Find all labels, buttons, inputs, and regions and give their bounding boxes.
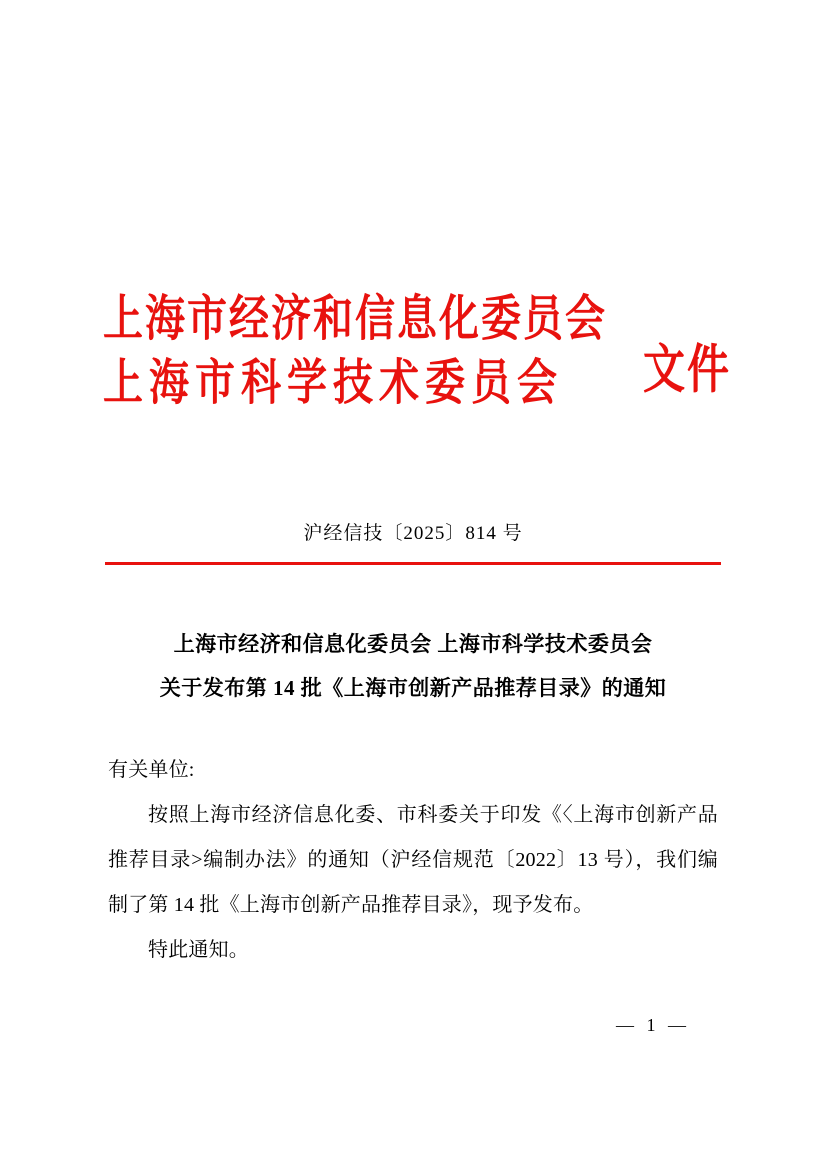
issuing-organizations xyxy=(103,280,607,410)
document-body xyxy=(108,748,718,973)
page-number: — 1 — xyxy=(616,1015,690,1035)
document-title xyxy=(105,622,721,710)
body-paragraph-1: 按照上海市经济信息化委、市科委关于印发《〈上海市创新产品推荐目录>编制办法》的通知（沪经信规范〔2022〕13 号），我们编制了第 14 批《上海市创新产品推荐目录》，现予发布。 xyxy=(108,804,718,916)
document-number: 沪经信技〔2025〕814 号 xyxy=(303,523,523,544)
org-line-1: 上海市经济和信息化委员会 xyxy=(103,290,607,346)
org-line-2: 上海市科学技术委员会 xyxy=(103,354,563,410)
red-divider-rule xyxy=(105,562,721,565)
salutation: 有关单位: xyxy=(108,759,195,781)
title-line-1: 上海市经济和信息化委员会 上海市科学技术委员会 xyxy=(173,632,653,656)
title-line-2: 关于发布第 14 批《上海市创新产品推荐目录》的通知 xyxy=(159,676,667,700)
masthead xyxy=(0,280,826,460)
document-word: 文件 xyxy=(642,341,731,400)
body-paragraph-2: 特此通知。 xyxy=(148,939,249,961)
